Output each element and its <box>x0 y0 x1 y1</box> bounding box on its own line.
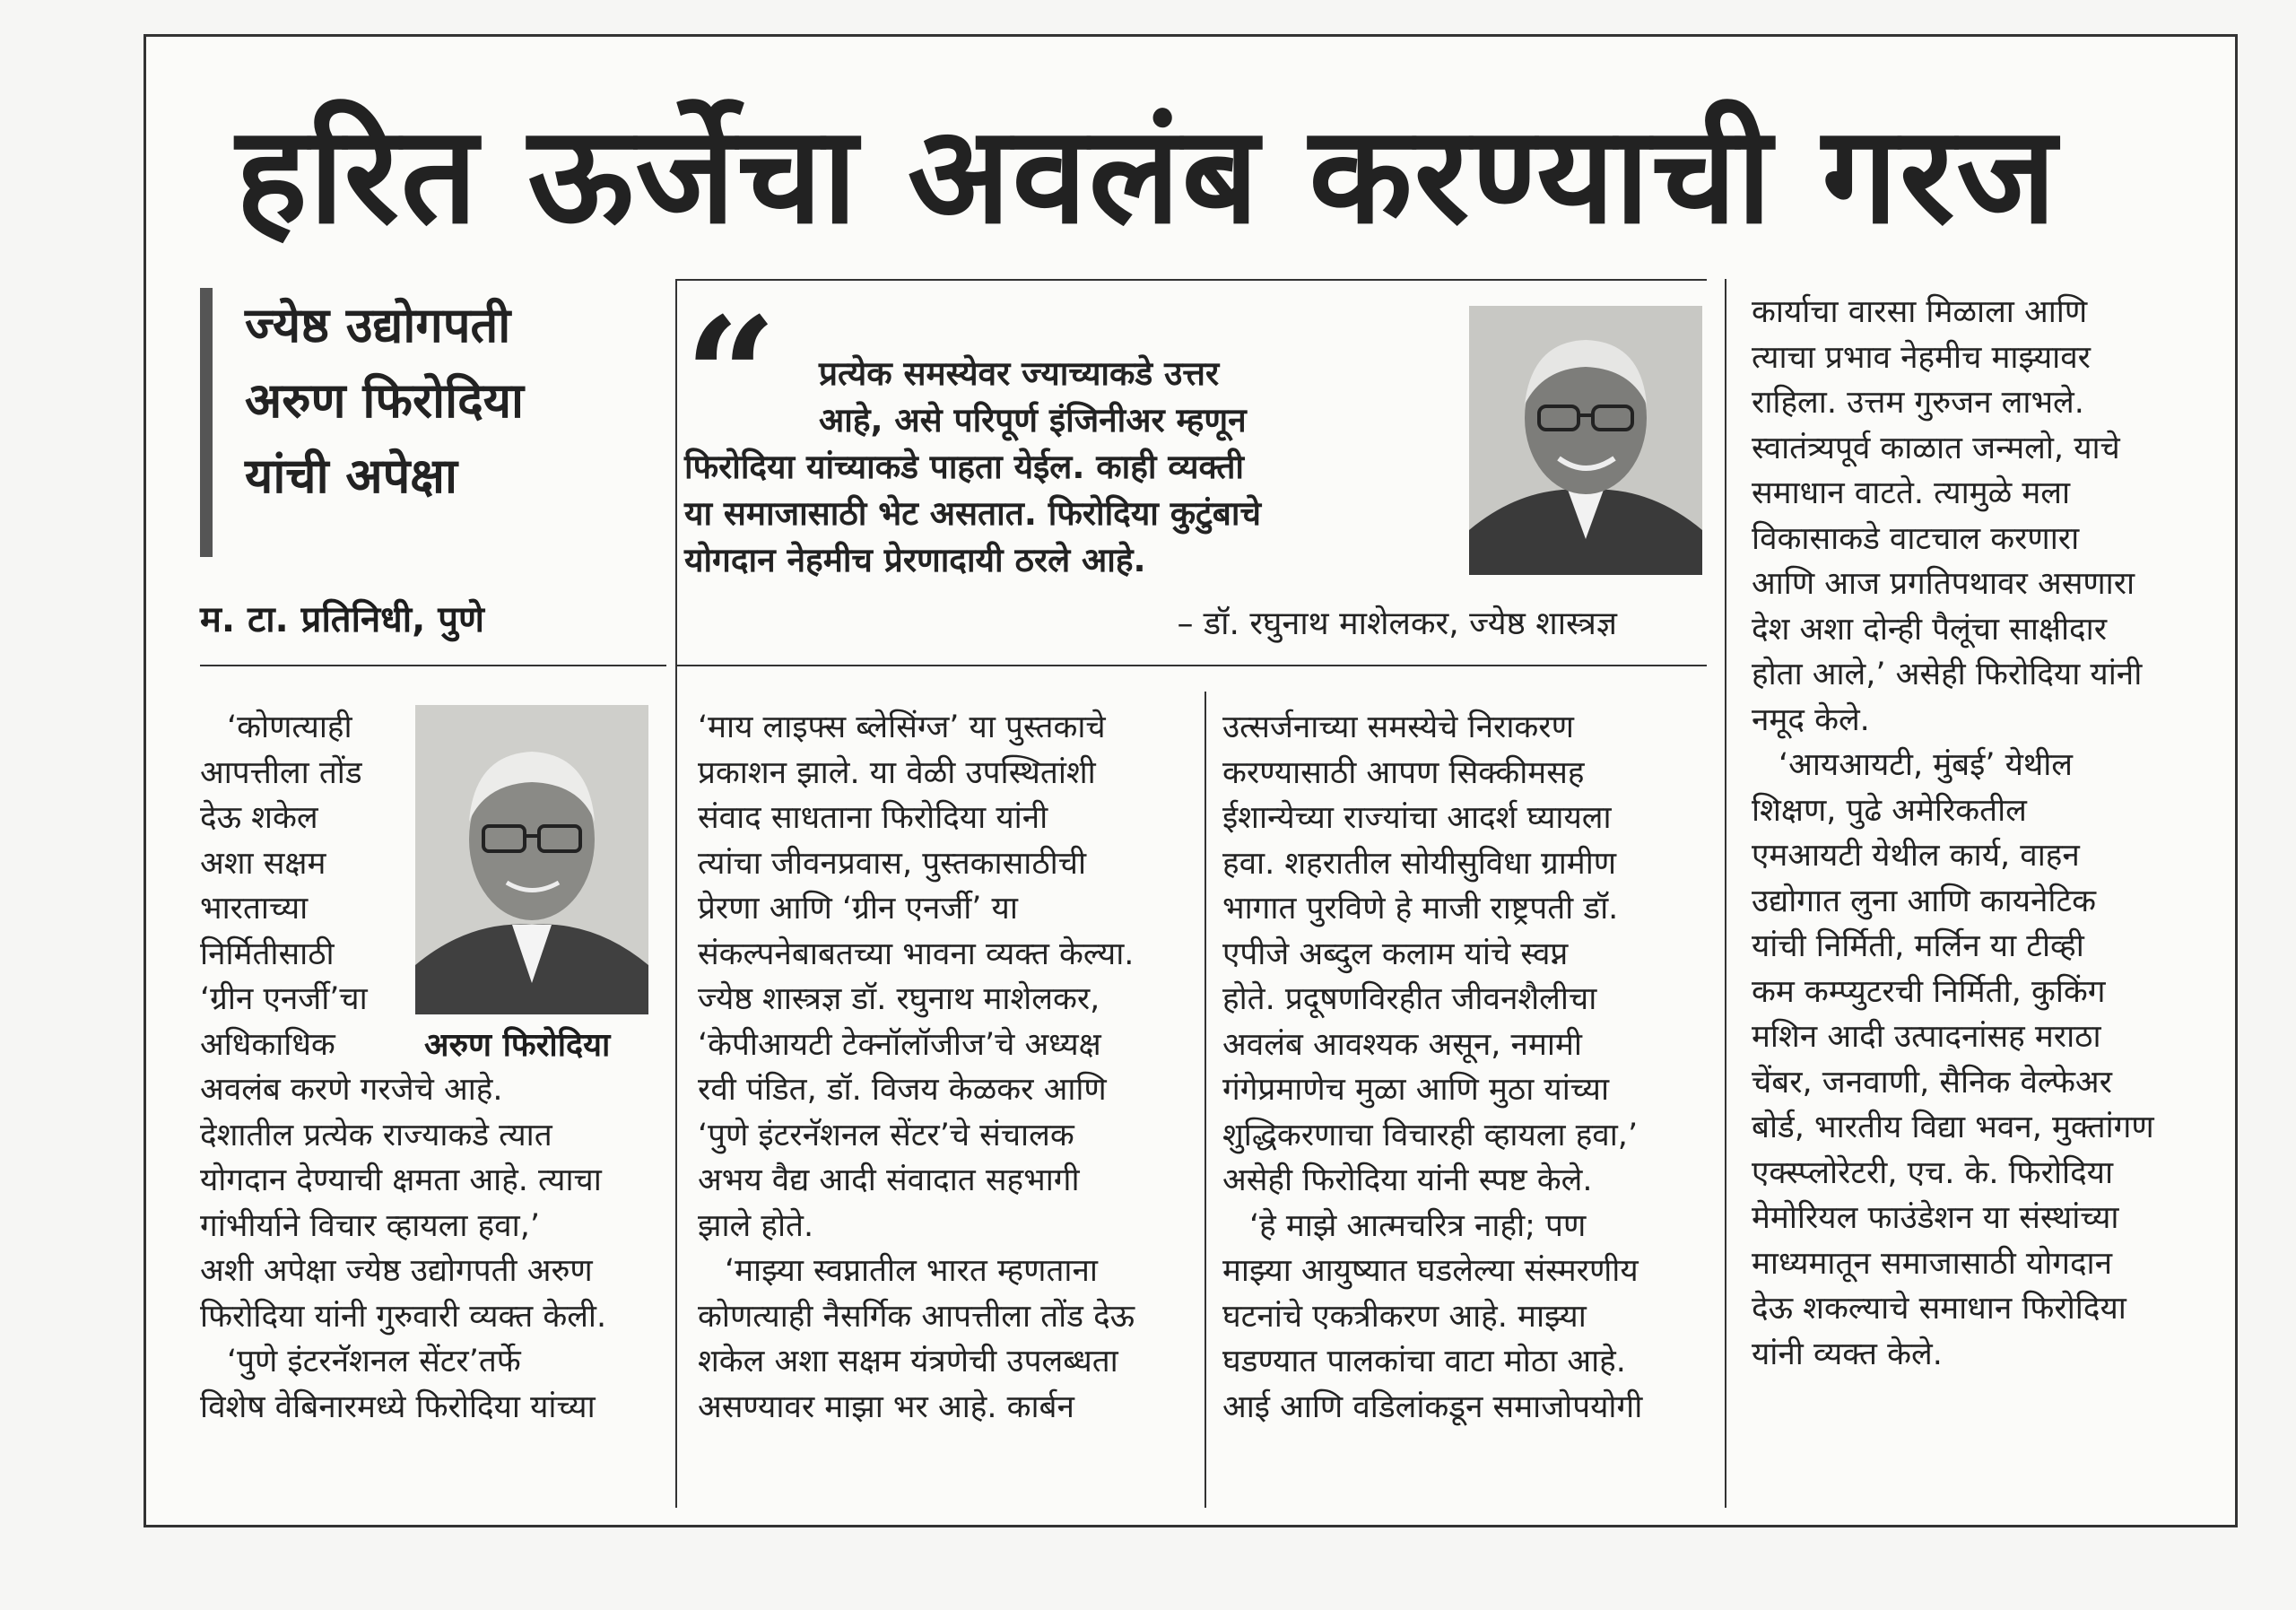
column-1 <box>200 1067 657 1430</box>
text-line: हवा. शहरातील सोयीसुविधा ग्रामीण <box>1222 845 1617 882</box>
text-line: स्वातंत्र्यपूर्व काळात जन्मलो, याचे <box>1752 430 2120 466</box>
text-line: ‘माय लाइफ्स ब्लेसिंग्ज’ या पुस्तकाचे <box>698 709 1106 745</box>
text-line: देशातील प्रत्येक राज्याकडे त्यात <box>200 1117 552 1153</box>
photo-caption: अरुण फिरोदिया <box>424 1027 611 1064</box>
text-line: विकासाकडे वाटचाल करणारा <box>1752 520 2080 557</box>
quote-mark-icon: “ <box>684 283 778 472</box>
text-line: अशा सक्षम <box>200 845 326 882</box>
text-line: ज्येष्ठ शास्त्रज्ञ डॉ. रघुनाथ माशेलकर, <box>698 981 1100 1017</box>
portrait-photo-mashelkar <box>1469 306 1702 575</box>
newspaper-clipping <box>144 34 2238 1527</box>
text-line: शकेल अशा सक्षम यंत्रणेची उपलब्धता <box>698 1344 1118 1379</box>
subheadline-line: अरुण फिरोदिया <box>245 372 525 429</box>
text-line: मशिन आदी उत्पादनांसह मराठा <box>1752 1019 2101 1055</box>
text-line: त्याचा प्रभाव नेहमीच माझ्यावर <box>1752 339 2091 376</box>
column-divider <box>1725 279 1726 1508</box>
text-line: कार्याचा वारसा मिळाला आणि <box>1752 294 2088 330</box>
text-line: योगदान देण्याची क्षमता आहे. त्याचा <box>200 1162 602 1198</box>
text-line: विशेष वेबिनारमध्ये फिरोदिया यांच्या <box>200 1388 596 1425</box>
text-line: झाले होते. <box>698 1207 814 1244</box>
text-line: भागात पुरविणे हे माजी राष्ट्रपती डॉ. <box>1222 891 1619 927</box>
portrait-photo-firodia <box>415 705 648 1014</box>
text-line: ‘हे माझे आत्मचरित्र नाही; पण <box>1249 1207 1587 1244</box>
text-line: एमआयटी येथील कार्य, वाहन <box>1752 838 2080 874</box>
column-divider <box>1205 692 1206 1508</box>
text-line: अभय वैद्य आदी संवादात सहभागी <box>698 1162 1080 1198</box>
column-2 <box>698 705 1191 1430</box>
text-line: आपत्तीला तोंड <box>200 754 362 791</box>
text-line: ‘माझ्या स्वप्नातील भारत म्हणताना <box>725 1253 1098 1289</box>
quote-attribution: – डॉ. रघुनाथ माशेलकर, ज्येष्ठ शास्त्रज्ञ <box>1177 605 1617 642</box>
text-line: उत्सर्जनाच्या समस्येचे निराकरण <box>1222 709 1574 745</box>
quote-top-rule <box>675 279 1707 281</box>
text-line: घटनांचे एकत्रीकरण आहे. माझ्या <box>1222 1298 1587 1335</box>
text-line: एपीजे अब्दुल कलाम यांचे स्वप्न <box>1222 936 1569 972</box>
text-line: मेमोरियल फाउंडेशन या संस्थांच्या <box>1752 1200 2119 1236</box>
headline: हरित ऊर्जेचा अवलंब करण्याची गरज <box>236 98 2058 254</box>
text-line: अधिकाधिक <box>200 1026 335 1063</box>
quote-line: या समाजासाठी भेट असतात. फिरोदिया कुटुंबाचे <box>684 494 1262 533</box>
text-line: देऊ शकेल <box>200 800 318 836</box>
text-line: आई आणि वडिलांकडून समाजोपयोगी <box>1222 1388 1643 1425</box>
text-line: संवाद साधताना फिरोदिया यांनी <box>698 800 1048 836</box>
text-line: अशी अपेक्षा ज्येष्ठ उद्योगपती अरुण <box>200 1253 593 1289</box>
text-line: गांभीर्याने विचार व्हायला हवा,’ <box>200 1207 540 1244</box>
text-line: माध्यमातून समाजासाठी योगदान <box>1752 1245 2113 1282</box>
text-line: देऊ शकल्याचे समाधान फिरोदिया <box>1752 1291 2126 1327</box>
text-line: कम कम्प्युटरची निर्मिती, कुकिंग <box>1752 973 2106 1010</box>
text-line: ‘ग्रीन एनर्जी’चा <box>200 981 368 1017</box>
quote-line: आहे, असे परिपूर्ण इंजिनीअर म्हणून <box>819 401 1247 439</box>
text-line: प्रकाशन झाले. या वेळी उपस्थितांशी <box>698 754 1096 791</box>
text-line: गंगेप्रमाणेच मुळा आणि मुठा यांच्या <box>1222 1072 1610 1108</box>
quote-line: फिरोदिया यांच्याकडे पाहता येईल. काही व्यक्ती <box>684 448 1244 486</box>
text-line: उद्योगात लुना आणि कायनेटिक <box>1752 883 2097 919</box>
pull-quote <box>684 351 1563 584</box>
text-line: एक्स्प्लोरेटरी, एच. के. फिरोदिया <box>1752 1154 2114 1191</box>
byline: म. टा. प्रतिनिधी, पुणे <box>200 599 484 640</box>
text-line: माझ्या आयुष्यात घडलेल्या संस्मरणीय <box>1222 1253 1639 1289</box>
text-line: प्रेरणा आणि ‘ग्रीन एनर्जी’ या <box>698 891 1018 927</box>
text-line: समाधान वाटते. त्यामुळे मला <box>1752 475 2071 511</box>
text-line: असण्यावर माझा भर आहे. कार्बन <box>698 1388 1074 1425</box>
text-line: घडण्यात पालकांचा वाटा मोठा आहे. <box>1222 1344 1626 1379</box>
text-line: नमूद केले. <box>1752 701 1870 738</box>
subheadline <box>200 288 702 557</box>
text-line: शिक्षण, पुढे अमेरिकतील <box>1752 792 2027 829</box>
text-line: असेही फिरोदिया यांनी स्पष्ट केले. <box>1222 1162 1593 1198</box>
text-line: ‘कोणत्याही <box>227 709 352 745</box>
quote-bottom-rule <box>675 665 1707 666</box>
text-line: निर्मितीसाठी <box>200 936 335 972</box>
text-line: यांनी व्यक्त केले. <box>1752 1336 1943 1372</box>
text-line: त्यांचा जीवनप्रवास, पुस्तकासाठीची <box>698 845 1087 882</box>
text-line: राहिला. उत्तम गुरुजन लाभले. <box>1752 385 2084 421</box>
text-line: कोणत्याही नैसर्गिक आपत्तीला तोंड देऊ <box>698 1298 1135 1335</box>
text-line: होते. प्रदूषणविरहीत जीवनशैलीचा <box>1222 981 1597 1017</box>
text-line: यांची निर्मिती, मर्लिन या टीव्ही <box>1752 928 2084 964</box>
text-line: फिरोदिया यांनी गुरुवारी व्यक्त केली. <box>200 1298 607 1335</box>
quote-line: प्रत्येक समस्येवर ज्याच्याकडे उत्तर <box>819 354 1220 393</box>
text-line: अवलंब आवश्यक असून, नमामी <box>1222 1026 1582 1063</box>
text-line: ‘पुणे इंटरनॅशनल सेंटर’तर्फे <box>227 1344 521 1379</box>
text-line: ‘केपीआयटी टेक्नॉलॉजीज’चे अध्यक्ष <box>698 1026 1101 1063</box>
column-3 <box>1222 705 1711 1430</box>
text-line: भारताच्या <box>200 891 309 927</box>
text-line: करण्यासाठी आपण सिक्कीमसह <box>1222 754 1585 791</box>
text-line: आणि आज प्रगतिपथावर असणारा <box>1752 566 2135 602</box>
text-line: अवलंब करणे गरजेचे आहे. <box>200 1072 503 1108</box>
quote-line: योगदान नेहमीच प्रेरणादायी ठरले आहे. <box>684 541 1146 579</box>
text-line: चेंबर, जनवाणी, सैनिक वेल्फेअर <box>1752 1064 2112 1101</box>
subheadline-line: यांची अपेक्षा <box>245 448 458 504</box>
text-line: ईशान्येच्या राज्यांचा आदर्श घ्यायला <box>1222 800 1612 836</box>
text-line: होता आले,’ असेही फिरोदिया यांनी <box>1752 657 2143 692</box>
text-line: शुद्धिकरणाचा विचारही व्हायला हवा,’ <box>1222 1117 1639 1153</box>
column-4 <box>1752 290 2218 1377</box>
text-line: ‘आयआयटी, मुंबई’ येथील <box>1779 747 2074 783</box>
text-line: ‘पुणे इंटरनॅशनल सेंटर’चे संचालक <box>698 1117 1074 1153</box>
text-line: बोर्ड, भारतीय विद्या भवन, मुक्तांगण <box>1752 1110 2154 1145</box>
text-line: देश अशा दोन्ही पैलूंचा साक्षीदार <box>1752 611 2108 648</box>
column-1-wrap <box>200 705 406 1067</box>
text-line: रवी पंडित, डॉ. विजय केळकर आणि <box>698 1072 1107 1108</box>
subheadline-line: ज्येष्ठ उद्योगपती <box>245 297 511 353</box>
byline-rule <box>200 665 666 666</box>
text-line: संकल्पनेबाबतच्या भावना व्यक्त केल्या. <box>698 936 1135 972</box>
